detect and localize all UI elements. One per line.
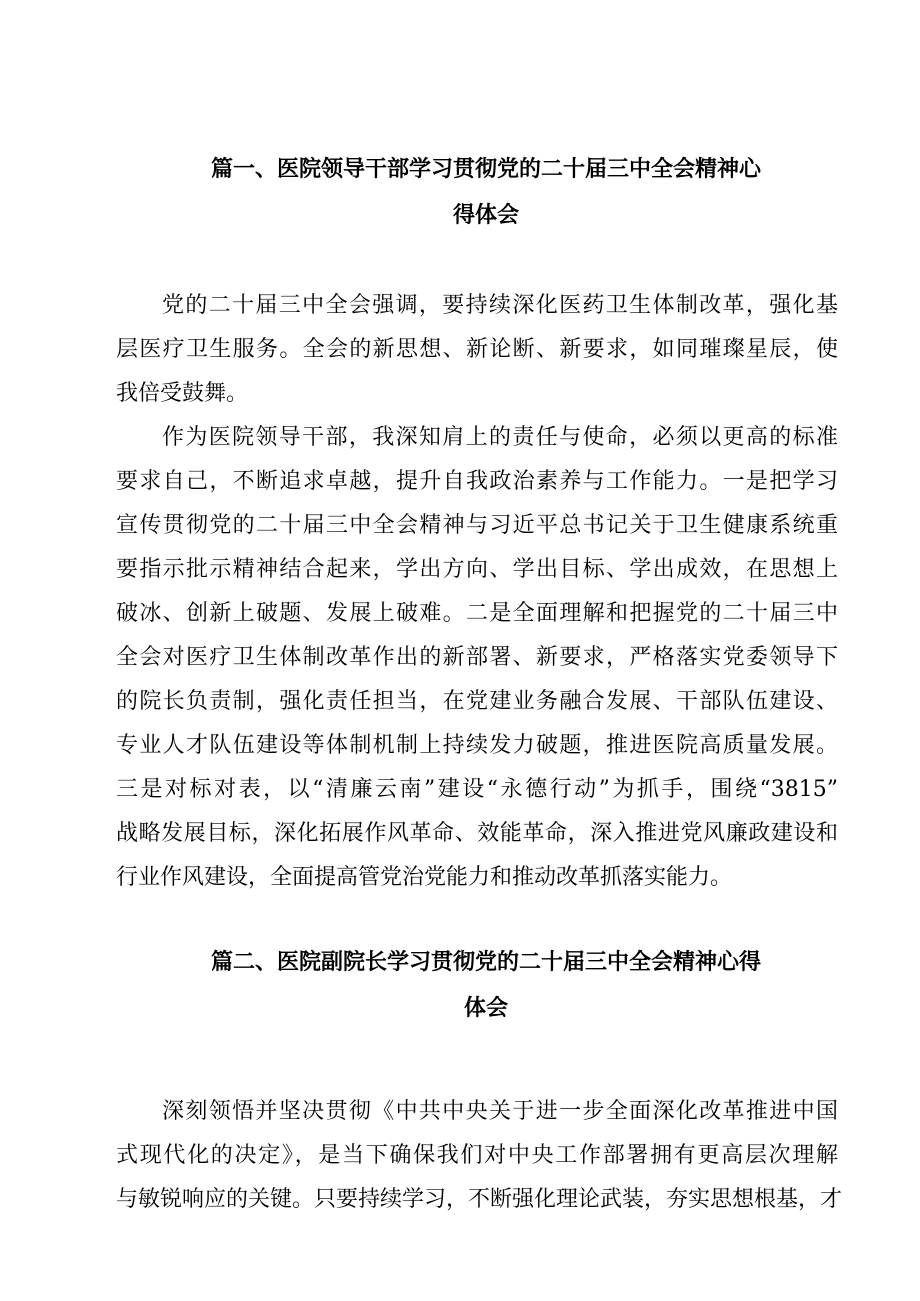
text-line: 专业人才队伍建设等体制机制上持续发力破题，推进医院高质量发展。 xyxy=(116,733,838,758)
section-2-title-line: 篇二、医院副院长学习贯彻党的二十届三中全会精神心得 xyxy=(210,950,761,975)
text-line: 我倍受鼓舞。 xyxy=(116,381,249,406)
text-line: 作为医院领导干部，我深知肩上的责任与使命，必须以更高的标准 xyxy=(162,425,838,450)
text-line: 行业作风建设，全面提高管党治党能力和推动改革抓落实能力。 xyxy=(116,865,733,890)
section-1-title xyxy=(120,147,852,239)
section-1-title-line: 篇一、医院领导干部学习贯彻党的二十届三中全会精神心 xyxy=(210,157,761,182)
text-line: 战略发展目标，深化拓展作风革命、效能革命，深入推进党风廉政建设和 xyxy=(116,821,838,846)
text-line: 要求自己，不断追求卓越，提升自我政治素养与工作能力。一是把学习 xyxy=(116,469,838,494)
text-line: 全会对医疗卫生体制改革作出的新部署、新要求，严格落实党委领导下 xyxy=(116,645,838,670)
section-2-title xyxy=(120,940,852,1032)
section-2-title-line: 体会 xyxy=(463,996,508,1021)
text-line: 破冰、创新上破题、发展上破难。二是全面理解和把握党的二十届三中 xyxy=(116,601,838,626)
text-line: 层医疗卫生服务。全会的新思想、新论断、新要求，如同璀璨星辰，使 xyxy=(116,337,838,362)
text-line: 宣传贯彻党的二十届三中全会精神与习近平总书记关于卫生健康系统重 xyxy=(116,513,838,538)
text-line: 式现代化的决定》，是当下确保我们对中央工作部署拥有更高层次理解 xyxy=(116,1143,838,1168)
text-line: 三是对标对表，以“清廉云南”建设“永德行动”为抓手，围绕“3815” xyxy=(116,777,838,802)
text-line: 党的二十届三中全会强调，要持续深化医药卫生体制改革，强化基 xyxy=(162,293,838,318)
text-line: 深刻领悟并坚决贯彻《中共中央关于进一步全面深化改革推进中国 xyxy=(162,1099,838,1124)
section-1-paragraph-2 xyxy=(116,416,838,900)
section-1-title-line: 得体会 xyxy=(452,203,519,228)
text-line: 要指示批示精神结合起来，学出方向、学出目标、学出成效，在思想上 xyxy=(116,557,838,582)
section-2-paragraph-1 xyxy=(116,1090,843,1222)
text-line: 与敏锐响应的关键。只要持续学习，不断强化理论武装，夯实思想根基，才 xyxy=(116,1187,843,1212)
section-1-paragraph-1 xyxy=(116,284,838,416)
text-line: 的院长负责制，强化责任担当，在党建业务融合发展、干部队伍建设、 xyxy=(116,689,838,714)
